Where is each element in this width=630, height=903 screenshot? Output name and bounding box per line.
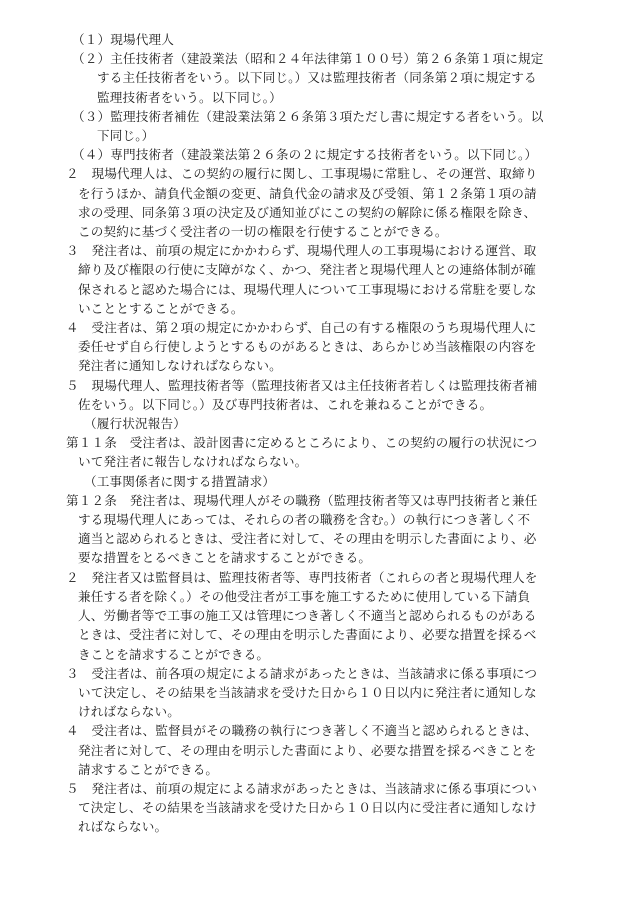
text-line: いこととすることができる。 bbox=[78, 300, 244, 316]
list-item-1 bbox=[66, 30, 572, 49]
text-line: ３ 受注者は、前各項の規定による請求があったときは、当該請求に係る事項につ bbox=[66, 665, 538, 681]
list-item-3 bbox=[66, 107, 572, 145]
article-12 bbox=[66, 491, 572, 568]
text-line: ればならない。 bbox=[78, 819, 168, 835]
text-line: 兼任する者を除く。）その他受注者が工事を施工するために使用している下請負 bbox=[78, 588, 531, 604]
list-item-2 bbox=[66, 49, 572, 107]
text-line: ４ 受注者は、第２項の規定にかかわらず、自己の有する権限のうち現場代理人に bbox=[66, 320, 537, 336]
text-line: ２ 現場代理人は、この契約の履行に関し、工事現場に常駐し、その運営、取締り bbox=[66, 166, 538, 182]
text-line: 要な措置をとるべきことを請求することができる。 bbox=[78, 550, 372, 566]
text-line: この契約に基づく受注者の一切の権限を行使することができる。 bbox=[78, 224, 448, 240]
text-line: 第１１条 受注者は、設計図書に定めるところにより、この契約の履行の状況につ bbox=[66, 435, 538, 451]
text-line: （４）専門技術者（建設業法第２６条の２に規定する技術者をいう。以下同じ。） bbox=[72, 147, 538, 163]
article-12-paragraph-5 bbox=[66, 779, 572, 837]
text-line: 締り及び権限の行使に支障がなく、かつ、発注者と現場代理人との連絡体制が確 bbox=[78, 262, 537, 278]
text-line: 下同じ。） bbox=[97, 128, 155, 144]
text-line: いて決定し、その結果を当該請求を受けた日から１０日以内に発注者に通知しな bbox=[78, 684, 537, 700]
text-line: ２ 発注者又は監督員は、監理技術者等、専門技術者（これらの者と現場代理人を bbox=[66, 569, 538, 585]
paragraph-3 bbox=[66, 241, 572, 318]
text-line: 第１２条 発注者は、現場代理人がその職務（監理技術者等又は専門技術者と兼任 bbox=[66, 492, 538, 508]
text-line: する主任技術者をいう。以下同じ。）又は監理技術者（同条第２項に規定する bbox=[97, 70, 537, 86]
text-line: 適当と認められるときは、受注者に対して、その理由を明示した書面により、必 bbox=[78, 531, 537, 547]
article-12-paragraph-4 bbox=[66, 721, 572, 779]
text-line: （３）監理技術者補佐（建設業法第２６条第３項ただし書に規定する者をいう。以 bbox=[72, 108, 544, 124]
text-line: 佐をいう。以下同じ。）及び専門技術者は、これを兼ねることができる。 bbox=[78, 396, 493, 412]
paragraph-5 bbox=[66, 376, 572, 414]
text-line: ３ 発注者は、前項の規定にかかわらず、現場代理人の工事現場における運営、取 bbox=[66, 243, 537, 259]
text-line: ５ 発注者は、前項の規定による請求があったときは、当該請求に係る事項につい bbox=[66, 780, 538, 796]
list-item-4 bbox=[66, 145, 572, 164]
heading-text: （工事関係者に関する措置請求） bbox=[84, 473, 276, 489]
text-line: 求の受理、同条第３項の決定及び通知並びにこの契約の解除に係る権限を除き、 bbox=[78, 204, 537, 220]
text-line: いて発注者に報告しなければならない。 bbox=[78, 454, 308, 470]
heading-text: （履行状況報告） bbox=[84, 416, 186, 432]
text-line: 発注者に対して、その理由を明示した書面により、必要な措置を採るべきことを bbox=[78, 742, 537, 758]
text-line: 保されると認めた場合には、現場代理人について工事現場における常駐を要しな bbox=[78, 281, 537, 297]
text-line: て決定し、その結果を当該請求を受けた日から１０日以内に受注者に通知しなけ bbox=[78, 800, 537, 816]
text-line: 請求することができる。 bbox=[78, 761, 219, 777]
text-line: （２）主任技術者（建設業法（昭和２４年法律第１００号）第２６条第１項に規定 bbox=[72, 51, 544, 67]
text-line: 発注者に通知しなければならない。 bbox=[78, 358, 282, 374]
article-12-heading bbox=[66, 472, 572, 491]
article-11 bbox=[66, 433, 572, 471]
text-line: ければならない。 bbox=[78, 704, 180, 720]
paragraph-4 bbox=[66, 318, 572, 376]
text-line: 委任せず自ら行使しようとするものがあるときは、あらかじめ当該権限の内容を bbox=[78, 339, 537, 355]
text-line: ５ 現場代理人、監理技術者等（監理技術者又は主任技術者若しくは監理技術者補 bbox=[66, 377, 538, 393]
text-line: 人、労働者等で工事の施工又は管理につき著しく不適当と認められるものがある bbox=[78, 608, 537, 624]
paragraph-2 bbox=[66, 164, 572, 241]
text-line: を行うほか、請負代金額の変更、請負代金の請求及び受領、第１２条第１項の請 bbox=[78, 185, 537, 201]
text-line: ４ 受注者は、監督員がその職務の執行につき著しく不適当と認められるときは、 bbox=[66, 723, 538, 739]
text-line: ときは、受注者に対して、その理由を明示した書面により、必要な措置を採るべ bbox=[78, 627, 537, 643]
article-11-heading bbox=[66, 414, 572, 433]
text-line: 監理技術者をいう。以下同じ。） bbox=[97, 89, 282, 105]
text-line: きことを請求することができる。 bbox=[78, 646, 270, 662]
article-12-paragraph-3 bbox=[66, 664, 572, 722]
text-line: （１）現場代理人 bbox=[72, 32, 174, 47]
text-line: する現場代理人にあっては、それらの者の職務を含む。）の執行につき著しく不 bbox=[78, 512, 531, 528]
article-12-paragraph-2 bbox=[66, 568, 572, 664]
